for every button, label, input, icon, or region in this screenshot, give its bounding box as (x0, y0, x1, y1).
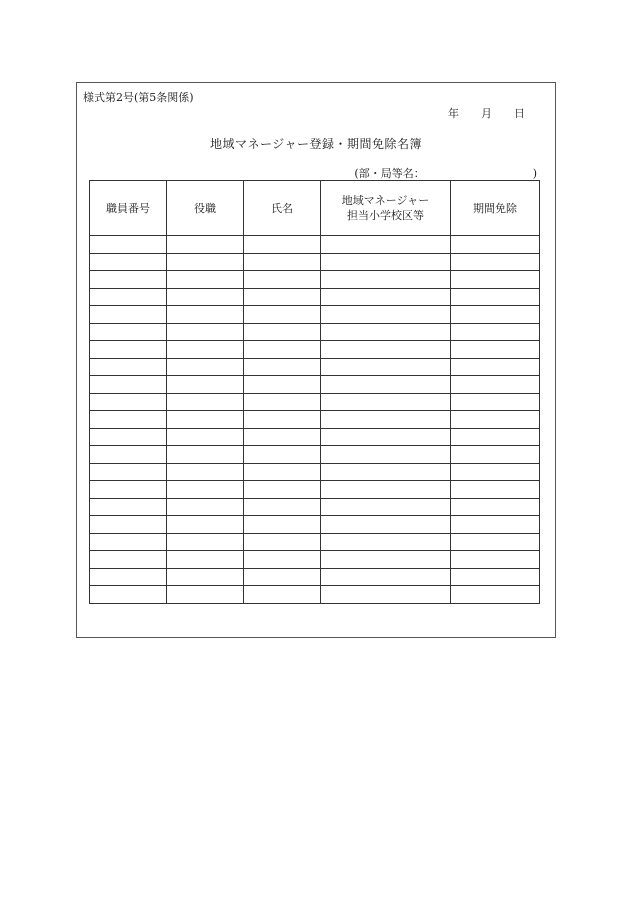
cell-position[interactable] (167, 323, 244, 341)
cell-period-exemption[interactable] (451, 411, 540, 429)
table-row (90, 568, 540, 586)
cell-period-exemption[interactable] (451, 516, 540, 534)
table-row (90, 551, 540, 569)
cell-regional-manager[interactable] (321, 236, 451, 254)
cell-period-exemption[interactable] (451, 341, 540, 359)
cell-period-exemption[interactable] (451, 271, 540, 289)
cell-period-exemption[interactable] (451, 376, 540, 394)
header-name: 氏名 (244, 181, 321, 236)
table-row (90, 481, 540, 499)
department-label: (部・局等名： (354, 167, 425, 180)
cell-period-exemption[interactable] (451, 323, 540, 341)
cell-regional-manager[interactable] (321, 446, 451, 464)
cell-name[interactable] (244, 271, 321, 289)
cell-position[interactable] (167, 428, 244, 446)
cell-name[interactable] (244, 253, 321, 271)
cell-position[interactable] (167, 393, 244, 411)
cell-position[interactable] (167, 481, 244, 499)
document-title: 地域マネージャー登録・期間免除名簿 (209, 137, 423, 151)
date-month: 月 (481, 107, 492, 120)
cell-employee-number[interactable] (90, 533, 167, 551)
table-row (90, 253, 540, 271)
department-line (354, 165, 537, 181)
cell-employee-number[interactable] (90, 411, 167, 429)
cell-employee-number[interactable] (90, 428, 167, 446)
table-row (90, 586, 540, 604)
cell-position[interactable] (167, 358, 244, 376)
header-period-exemption: 期間免除 (451, 181, 540, 236)
cell-position[interactable] (167, 498, 244, 516)
cell-regional-manager[interactable] (321, 271, 451, 289)
cell-period-exemption[interactable] (451, 586, 540, 604)
cell-name[interactable] (244, 288, 321, 306)
cell-name[interactable] (244, 323, 321, 341)
table-row (90, 428, 540, 446)
cell-position[interactable] (167, 288, 244, 306)
cell-regional-manager[interactable] (321, 306, 451, 324)
header-position: 役職 (167, 181, 244, 236)
cell-period-exemption[interactable] (451, 463, 540, 481)
cell-regional-manager[interactable] (321, 253, 451, 271)
cell-employee-number[interactable] (90, 463, 167, 481)
cell-regional-manager[interactable] (321, 393, 451, 411)
header-regional-manager: 地域マネージャー 担当小学校区等 (321, 181, 451, 236)
table-row (90, 358, 540, 376)
department-close: ) (532, 167, 537, 180)
cell-name[interactable] (244, 481, 321, 499)
cell-regional-manager[interactable] (321, 533, 451, 551)
cell-employee-number[interactable] (90, 376, 167, 394)
cell-period-exemption[interactable] (451, 253, 540, 271)
date-day: 日 (514, 107, 525, 120)
cell-period-exemption[interactable] (451, 306, 540, 324)
cell-employee-number[interactable] (90, 586, 167, 604)
table-row (90, 393, 540, 411)
cell-regional-manager[interactable] (321, 516, 451, 534)
cell-position[interactable] (167, 586, 244, 604)
cell-period-exemption[interactable] (451, 551, 540, 569)
roster-table (89, 180, 540, 604)
date-year: 年 (448, 107, 459, 120)
cell-name[interactable] (244, 236, 321, 254)
table-row (90, 516, 540, 534)
date-line (448, 105, 525, 121)
table-row (90, 271, 540, 289)
cell-employee-number[interactable] (90, 498, 167, 516)
table-row (90, 341, 540, 359)
table-row (90, 236, 540, 254)
cell-period-exemption[interactable] (451, 393, 540, 411)
cell-regional-manager[interactable] (321, 288, 451, 306)
table-row (90, 288, 540, 306)
cell-regional-manager[interactable] (321, 551, 451, 569)
table-row (90, 323, 540, 341)
form-number: 様式第2号(第5条関係) (83, 91, 194, 104)
cell-period-exemption[interactable] (451, 446, 540, 464)
cell-position[interactable] (167, 568, 244, 586)
cell-period-exemption[interactable] (451, 358, 540, 376)
cell-regional-manager[interactable] (321, 463, 451, 481)
cell-position[interactable] (167, 271, 244, 289)
cell-name[interactable] (244, 586, 321, 604)
table-row (90, 533, 540, 551)
cell-regional-manager[interactable] (321, 481, 451, 499)
cell-name[interactable] (244, 393, 321, 411)
cell-regional-manager[interactable] (321, 376, 451, 394)
cell-position[interactable] (167, 411, 244, 429)
cell-name[interactable] (244, 516, 321, 534)
cell-period-exemption[interactable] (451, 288, 540, 306)
cell-period-exemption[interactable] (451, 428, 540, 446)
cell-position[interactable] (167, 533, 244, 551)
cell-regional-manager[interactable] (321, 498, 451, 516)
table-row (90, 498, 540, 516)
cell-period-exemption[interactable] (451, 533, 540, 551)
roster-body (90, 236, 540, 604)
header-row (90, 181, 540, 236)
cell-regional-manager[interactable] (321, 428, 451, 446)
cell-employee-number[interactable] (90, 516, 167, 534)
cell-position[interactable] (167, 516, 244, 534)
cell-employee-number[interactable] (90, 323, 167, 341)
cell-name[interactable] (244, 341, 321, 359)
cell-name[interactable] (244, 306, 321, 324)
cell-employee-number[interactable] (90, 253, 167, 271)
cell-name[interactable] (244, 533, 321, 551)
cell-name[interactable] (244, 463, 321, 481)
cell-period-exemption[interactable] (451, 568, 540, 586)
cell-position[interactable] (167, 236, 244, 254)
cell-name[interactable] (244, 498, 321, 516)
cell-employee-number[interactable] (90, 358, 167, 376)
cell-employee-number[interactable] (90, 551, 167, 569)
cell-period-exemption[interactable] (451, 498, 540, 516)
cell-period-exemption[interactable] (451, 236, 540, 254)
cell-name[interactable] (244, 551, 321, 569)
cell-employee-number[interactable] (90, 236, 167, 254)
cell-position[interactable] (167, 253, 244, 271)
cell-regional-manager[interactable] (321, 568, 451, 586)
cell-employee-number[interactable] (90, 568, 167, 586)
cell-position[interactable] (167, 446, 244, 464)
header-employee-number: 職員番号 (90, 181, 167, 236)
cell-employee-number[interactable] (90, 341, 167, 359)
cell-position[interactable] (167, 306, 244, 324)
cell-position[interactable] (167, 463, 244, 481)
table-row (90, 411, 540, 429)
cell-name[interactable] (244, 411, 321, 429)
table-row (90, 306, 540, 324)
table-row (90, 463, 540, 481)
cell-employee-number[interactable] (90, 271, 167, 289)
cell-regional-manager[interactable] (321, 358, 451, 376)
cell-employee-number[interactable] (90, 306, 167, 324)
cell-position[interactable] (167, 376, 244, 394)
cell-name[interactable] (244, 568, 321, 586)
cell-name[interactable] (244, 446, 321, 464)
cell-position[interactable] (167, 551, 244, 569)
cell-period-exemption[interactable] (451, 481, 540, 499)
cell-regional-manager[interactable] (321, 586, 451, 604)
form-frame (76, 82, 556, 638)
cell-name[interactable] (244, 428, 321, 446)
cell-employee-number[interactable] (90, 481, 167, 499)
cell-employee-number[interactable] (90, 393, 167, 411)
table-row (90, 446, 540, 464)
cell-regional-manager[interactable] (321, 341, 451, 359)
cell-name[interactable] (244, 376, 321, 394)
table-row (90, 376, 540, 394)
cell-employee-number[interactable] (90, 446, 167, 464)
cell-regional-manager[interactable] (321, 323, 451, 341)
cell-employee-number[interactable] (90, 288, 167, 306)
cell-regional-manager[interactable] (321, 411, 451, 429)
cell-name[interactable] (244, 358, 321, 376)
cell-position[interactable] (167, 341, 244, 359)
